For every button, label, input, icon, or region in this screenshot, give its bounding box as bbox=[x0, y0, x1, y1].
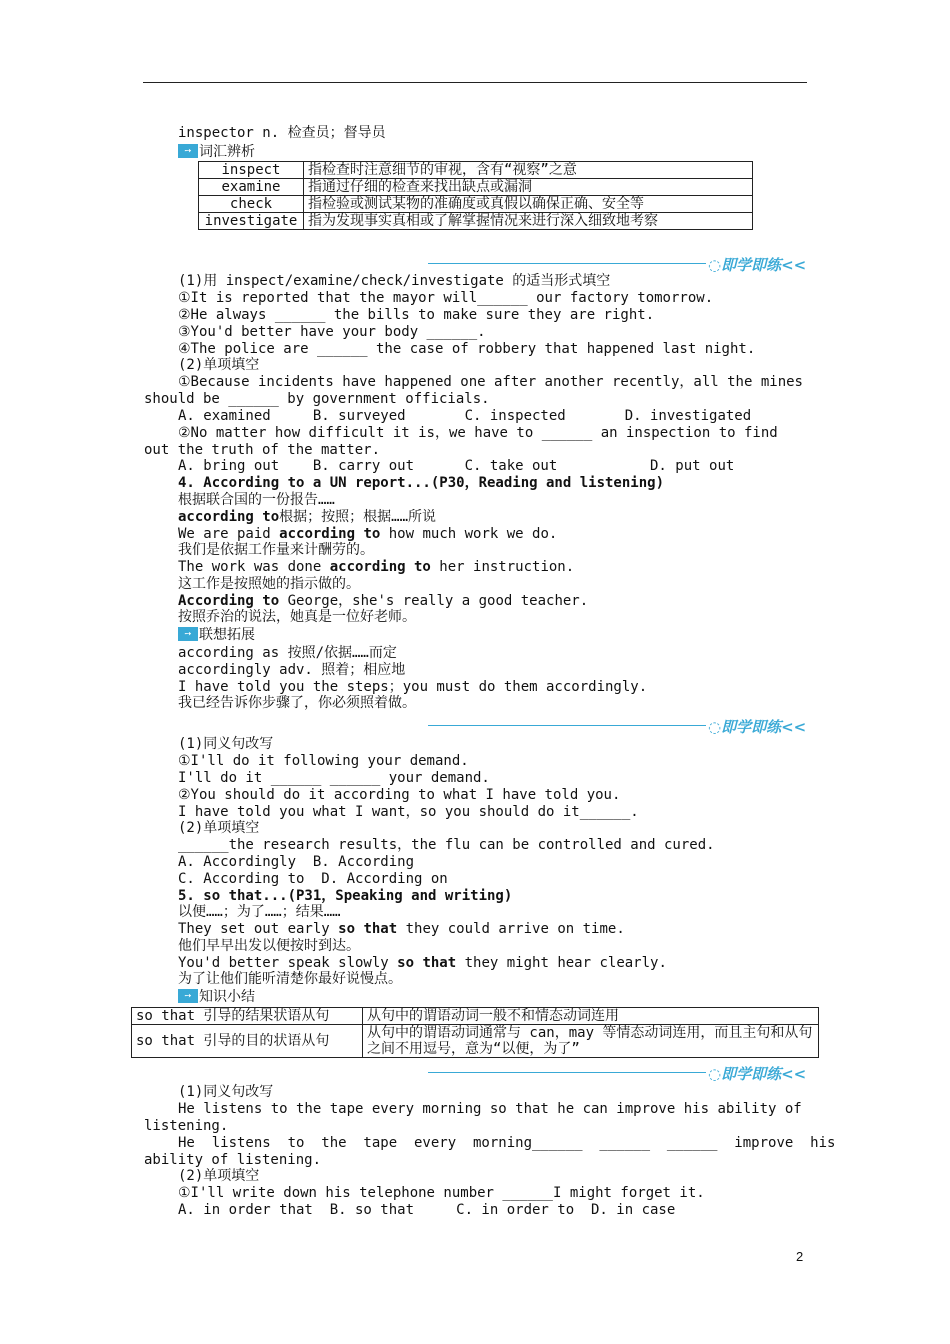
exercise-line: (2)单项填空 bbox=[178, 820, 260, 836]
table-word: investigate bbox=[199, 213, 304, 230]
exercise-line: ①I'll do it following your demand. bbox=[178, 753, 469, 769]
definition-line bbox=[178, 509, 436, 526]
exercise-line: listening. bbox=[144, 1118, 229, 1134]
arrow-icon: ➙ bbox=[178, 144, 198, 158]
header-rule bbox=[143, 82, 807, 83]
practice-logo: ◌即学即练<< bbox=[708, 1065, 807, 1083]
exercise-line: (1)同义句改写 bbox=[178, 736, 274, 752]
table-meaning: 指为发现事实真相或了解掌握情况来进行深入细致地考察 bbox=[304, 213, 753, 230]
tag-related-label: 联想拓展 bbox=[199, 627, 255, 643]
table-word: check bbox=[199, 196, 304, 213]
practice-logo: ◌即学即练<< bbox=[708, 718, 807, 736]
table-meaning: 指通过仔细的检查来找出缺点或漏洞 bbox=[304, 179, 753, 196]
inspector-definition: inspector n. 检查员；督导员 bbox=[178, 125, 386, 141]
exercise-line: ①Because incidents have happened one after another recently，all the mines bbox=[178, 374, 803, 390]
table-row bbox=[199, 196, 753, 213]
related-line: I have told you the steps；you must do them accordingly. bbox=[178, 679, 648, 695]
exercise-line: He listens to the tape every morning______ ______ ______ improve his bbox=[178, 1135, 836, 1151]
arrow-icon: ➙ bbox=[178, 627, 198, 641]
table-meaning: 指检查时注意细节的审视，含有“视察”之意 bbox=[304, 162, 753, 179]
exercise-line: A. bring out B. carry out C. take out D. put out bbox=[178, 458, 735, 474]
example-line: You'd better speak slowly so that they might hear clearly. bbox=[178, 955, 667, 971]
example-line: The work was done according to her instruction. bbox=[178, 559, 575, 575]
practice-separator bbox=[428, 1063, 808, 1083]
example-translation: 为了让他们能听清楚你最好说慢点。 bbox=[178, 971, 402, 987]
exercise-line: C. According to D. According on bbox=[178, 871, 448, 887]
section-5-heading-cn: 以便……；为了……；结果…… bbox=[178, 904, 341, 920]
exercise-line: (2)单项填空 bbox=[178, 1168, 260, 1184]
related-line: 我已经告诉你步骤了，你必须照着做。 bbox=[178, 695, 416, 711]
tag-summary-label: 知识小结 bbox=[199, 989, 255, 1005]
practice-separator bbox=[428, 254, 808, 274]
tag-related bbox=[178, 627, 255, 644]
exercise-line: A. examined B. surveyed C. inspected D. investigated bbox=[178, 408, 752, 424]
section-4-heading: 4. According to a UN report...(P30，Reading and listening) bbox=[178, 475, 665, 491]
exercise-line: I have told you what I want，so you should do it______. bbox=[178, 804, 639, 820]
arrow-icon: ➙ bbox=[178, 989, 198, 1003]
exercise-line: ②You should do it according to what I have told you. bbox=[178, 787, 621, 803]
table-meaning: 指检验或测试某物的准确度或真假以确保正确、安全等 bbox=[304, 196, 753, 213]
section-5-heading: 5. so that...(P31，Speaking and writing) bbox=[178, 888, 513, 904]
practice-separator bbox=[428, 716, 808, 736]
term-meaning: 根据；按照；根据……所说 bbox=[279, 509, 437, 525]
exercise-line: (1)用 inspect/examine/check/investigate 的适当形式填空 bbox=[178, 273, 611, 289]
example-line: We are paid according to how much work we do. bbox=[178, 526, 558, 542]
term: according to bbox=[178, 509, 280, 525]
exercise-line: ③You'd better have your body ______. bbox=[178, 324, 486, 340]
tag-vocab bbox=[178, 144, 255, 161]
exercise-line: A. Accordingly B. According bbox=[178, 854, 415, 870]
related-line: accordingly adv. 照着；相应地 bbox=[178, 662, 406, 678]
table-row bbox=[199, 213, 753, 230]
exercise-line: (1)同义句改写 bbox=[178, 1084, 274, 1100]
section-4-heading-cn: 根据联合国的一份报告…… bbox=[178, 492, 335, 508]
exercise-line: (2)单项填空 bbox=[178, 357, 260, 373]
table-row bbox=[132, 1025, 819, 1058]
exercise-line: I'll do it ______ ______ your demand. bbox=[178, 770, 490, 786]
example-translation: 这工作是按照她的指示做的。 bbox=[178, 576, 360, 592]
example-translation: 按照乔治的说法，她真是一位好老师。 bbox=[178, 609, 416, 625]
vocab-table bbox=[198, 161, 753, 230]
example-line: They set out early so that they could arrive on time. bbox=[178, 921, 625, 937]
exercise-line: ②No matter how difficult it is，we have to ______ an inspection to find bbox=[178, 425, 778, 441]
summary-table bbox=[131, 1007, 819, 1058]
table-row bbox=[132, 1008, 819, 1025]
summary-value: 从句中的谓语动词通常与 can，may 等情态动词连用，而且主句和从句之间不用逗号，意为“以便，为了” bbox=[363, 1025, 819, 1058]
tag-vocab-label: 词汇辨析 bbox=[199, 144, 255, 160]
table-word: inspect bbox=[199, 162, 304, 179]
exercise-line: out the truth of the matter. bbox=[144, 442, 381, 458]
page-number: 2 bbox=[796, 1249, 804, 1264]
practice-logo: ◌即学即练<< bbox=[708, 256, 807, 274]
exercise-line: should be ______ by government officials. bbox=[144, 391, 490, 407]
table-word: examine bbox=[199, 179, 304, 196]
exercise-line: He listens to the tape every morning so that he can improve his ability of bbox=[178, 1101, 802, 1117]
exercise-line: ②He always ______ the bills to make sure they are right. bbox=[178, 307, 655, 323]
summary-key: so that 引导的目的状语从句 bbox=[132, 1025, 363, 1058]
related-line: according as 按照/依据……而定 bbox=[178, 645, 397, 661]
exercise-line: ability of listening. bbox=[144, 1152, 322, 1168]
summary-value: 从句中的谓语动词一般不和情态动词连用 bbox=[363, 1008, 819, 1025]
table-row bbox=[199, 179, 753, 196]
exercise-line: A. in order that B. so that C. in order to D. in case bbox=[178, 1202, 676, 1218]
exercise-line: ①I'll write down his telephone number ______I might forget it. bbox=[178, 1185, 705, 1201]
summary-key: so that 引导的结果状语从句 bbox=[132, 1008, 363, 1025]
example-line: According to George，she's really a good teacher. bbox=[178, 593, 589, 609]
exercise-line: ______the research results，the flu can be controlled and cured. bbox=[178, 837, 715, 853]
tag-summary bbox=[178, 989, 255, 1006]
exercise-line: ①It is reported that the mayor will______ our factory tomorrow. bbox=[178, 290, 714, 306]
example-translation: 我们是依据工作量来计酬劳的。 bbox=[178, 542, 374, 558]
exercise-line: ④The police are ______ the case of robbery that happened last night. bbox=[178, 341, 756, 357]
example-translation: 他们早早出发以便按时到达。 bbox=[178, 938, 360, 954]
table-row bbox=[199, 162, 753, 179]
